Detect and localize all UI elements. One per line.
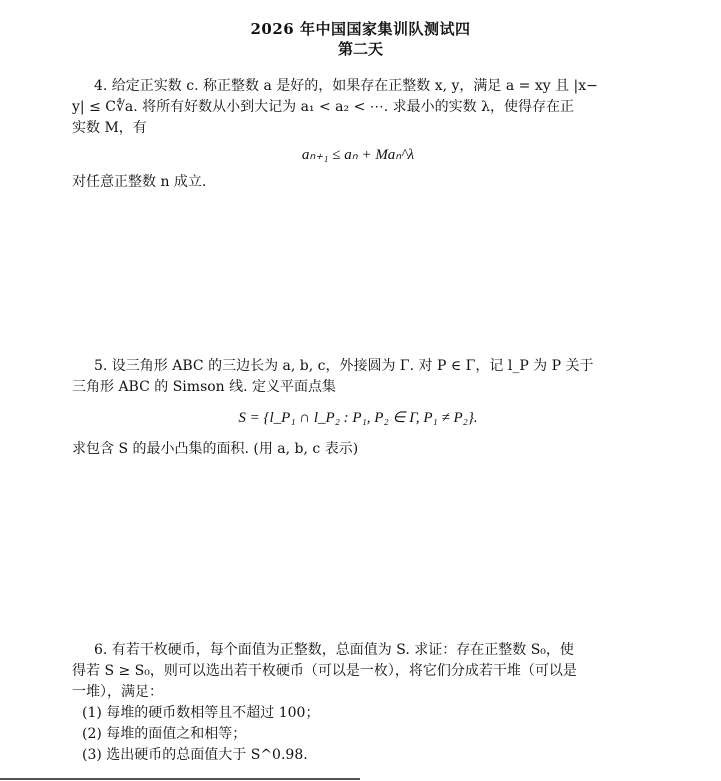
problem-6-line-2: 得若 S ≥ S₀，则可以选出若干枚硬币（可以是一枚），将它们分成若干堆（可以是 [72,663,577,679]
problem-4-line-4: 对任意正整数 n 成立. [72,174,207,190]
exam-title: 2026 年中国国家集训队测试四 [250,20,471,38]
problem-5-line-1: 5. 设三角形 ABC 的三边长为 a, b, c，外接圆为 Γ. 对 P ∈ Γ，记 l_P 为 P 关于 [94,358,594,374]
problem-5 [72,356,644,460]
problem-6-line-1: 6. 有若干枚硬币，每个面值为正整数，总面值为 S. 求证：存在正整数 S₀，使 [94,642,574,658]
problem-5-line-2: 三角形 ABC 的 Simson 线. 定义平面点集 [72,379,337,395]
problem-6-line-3: 一堆），满足： [72,684,163,700]
problem-4-line-2: y| ≤ C∜a. 将所有好数从小到大记为 a₁ < a₂ < ⋯. 求最小的实数 λ，使得存在正 [72,99,574,115]
problem-4-line-3: 实数 M，有 [72,120,147,136]
problem-4-line-1: 4. 给定正实数 c. 称正整数 a 是好的，如果存在正整数 x, y，满足 a = xy 且 |x− [94,78,598,94]
problem-6-condition-3: (3) 选出硬币的总面值大于 S^0.98. [82,747,308,763]
page-bottom-rule [0,778,360,780]
problem-6-condition-2: (2) 每堆的面值之和相等； [82,726,247,742]
problem-6-condition-1: (1) 每堆的硬币数相等且不超过 100； [82,705,320,721]
problem-4 [72,76,644,193]
exam-day-subtitle: 第二天 [337,40,383,58]
problem-5-line-3: 求包含 S 的最小凸集的面积. (用 a, b, c 表示) [72,441,359,457]
problem-4-formula: aₙ₊₁ ≤ aₙ + Maₙ^λ [301,147,415,163]
problem-6 [72,640,644,766]
problem-5-formula: S = {l_P₁ ∩ l_P₂ : P₁, P₂ ∈ Γ, P₁ ≠ P₂}. [238,410,478,426]
